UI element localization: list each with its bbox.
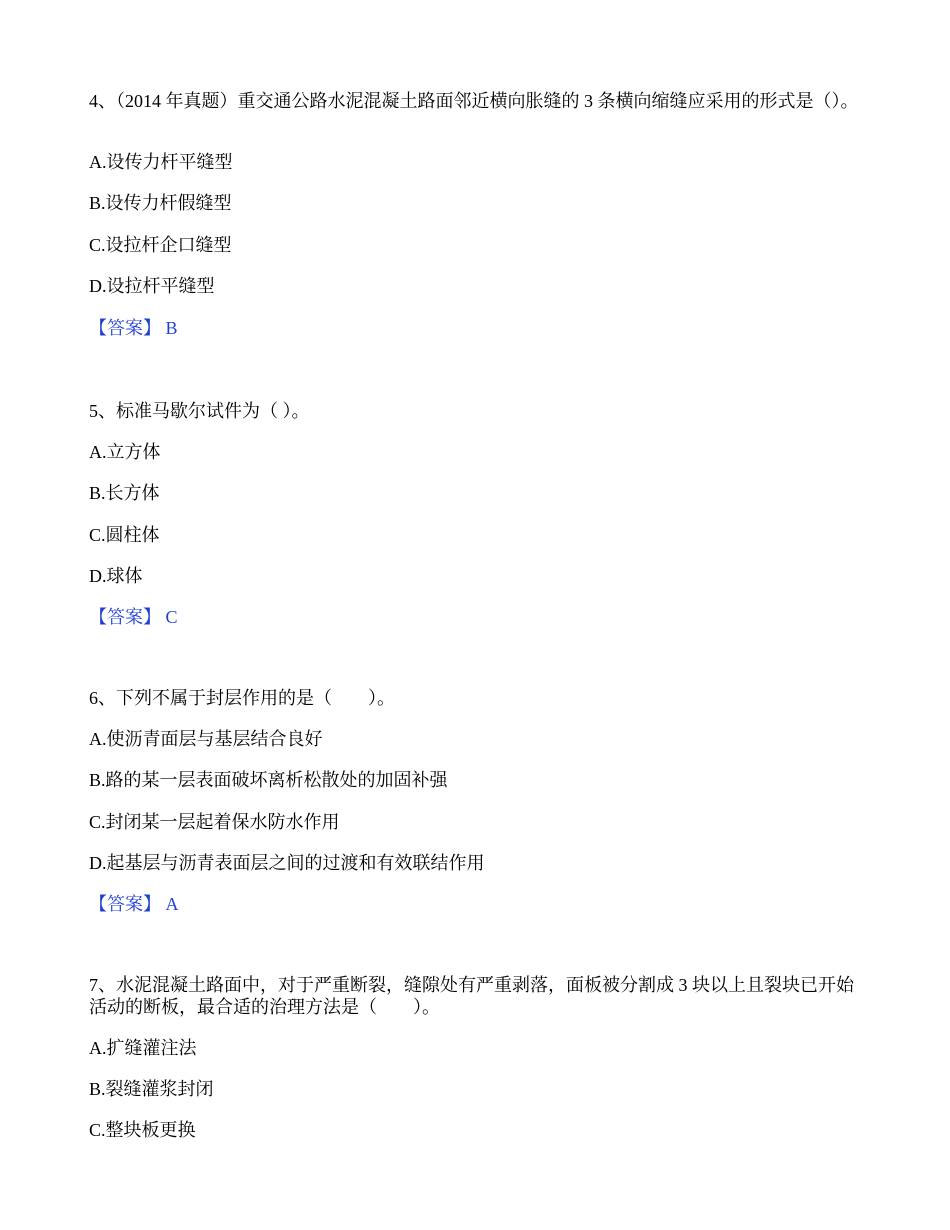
- option-a: A.立方体: [89, 442, 161, 462]
- option-d: D.起基层与沥青表面层之间的过渡和有效联结作用: [89, 853, 485, 873]
- option-c: C.设拉杆企口缝型: [89, 235, 232, 255]
- answer-label: 【答案】 C: [89, 607, 178, 627]
- question-6: [89, 687, 864, 914]
- option-b: B.路的某一层表面破坏离析松散处的加固补强: [89, 770, 448, 790]
- answer-label: 【答案】 B: [89, 318, 178, 338]
- option-d: D.球体: [89, 566, 143, 586]
- answer-label: 【答案】 A: [89, 894, 179, 914]
- option-b: B.长方体: [89, 483, 160, 503]
- option-b: B.设传力杆假缝型: [89, 193, 232, 213]
- option-a: A.设传力杆平缝型: [89, 152, 233, 172]
- question-stem: 6、下列不属于封层作用的是（ ）。: [89, 688, 395, 708]
- option-c: C.封闭某一层起着保水防水作用: [89, 812, 340, 832]
- option-b: B.裂缝灌浆封闭: [89, 1079, 214, 1099]
- question-stem: 7、水泥混凝土路面中，对于严重断裂，缝隙处有严重剥落，面板被分割成 3 块以上且裂块已开始活动的断板，最合适的治理方法是（ ）。: [89, 975, 854, 1017]
- option-a: A.扩缝灌注法: [89, 1038, 197, 1058]
- question-stem: 5、标准马歇尔试件为（ ）。: [89, 401, 310, 421]
- question-4: [89, 90, 864, 338]
- question-7: [89, 974, 864, 1140]
- option-c: C.整块板更换: [89, 1120, 196, 1140]
- question-5: [89, 400, 864, 627]
- question-stem: 4、（2014 年真题）重交通公路水泥混凝土路面邻近横向胀缝的 3 条横向缩缝应采用的形式是（）。: [89, 91, 859, 111]
- option-d: D.设拉杆平缝型: [89, 276, 215, 296]
- option-a: A.使沥青面层与基层结合良好: [89, 729, 323, 749]
- option-c: C.圆柱体: [89, 525, 160, 545]
